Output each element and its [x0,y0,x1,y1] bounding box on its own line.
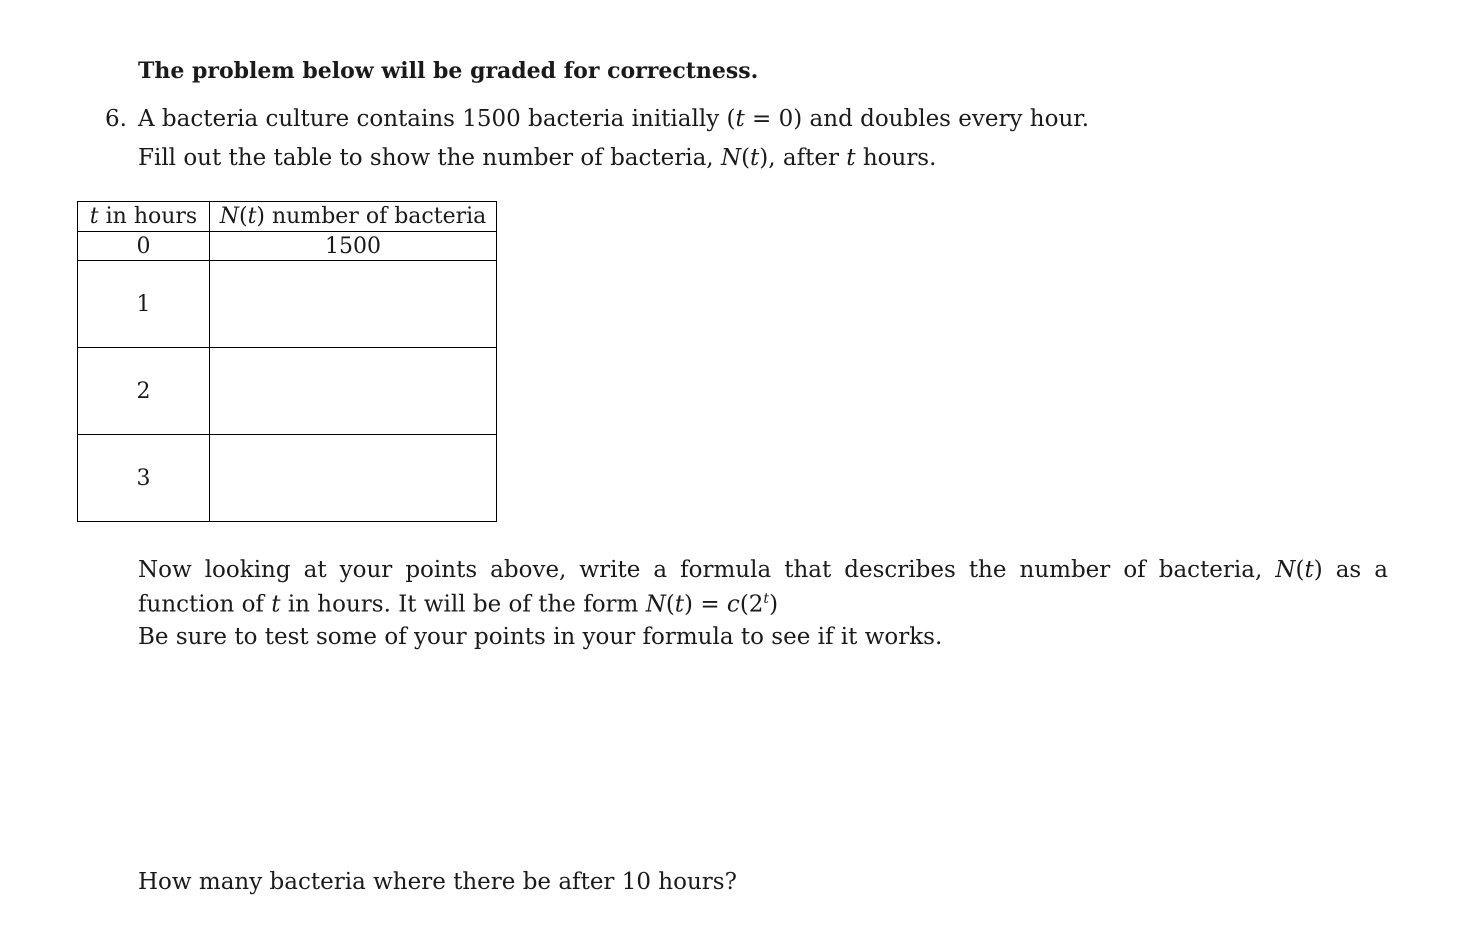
cell-n-answer[interactable] [210,261,497,348]
question-number: 6. [105,106,127,132]
cell-t: 3 [78,435,210,522]
header-n-of-t: N(t) number of bacteria [210,202,497,232]
cell-n: 1500 [210,232,497,261]
table-row [78,348,497,435]
cell-t: 1 [78,261,210,348]
cell-n-answer[interactable] [210,435,497,522]
cell-n-answer[interactable] [210,348,497,435]
graded-heading: The problem below will be graded for correctness. [138,58,759,84]
table-row [78,232,497,261]
final-question: How many bacteria where there be after 10 hours? [138,869,737,895]
table-row [78,435,497,522]
formula-instructions: Now looking at your points above, write a formula that describes the number of bacteria, N(t) as a function of t in hours. It will be of the form $N(t) = c(2^t)$ [138,557,1388,618]
cell-t: 2 [78,348,210,435]
question-line-2: Fill out the table to show the number of bacteria, N(t), after t hours. [138,145,937,171]
table-row [78,261,497,348]
bacteria-table [77,201,497,522]
question-line-1: A bacteria culture contains 1500 bacteria initially (t = 0) and doubles every hour. [138,106,1090,132]
test-instruction: Be sure to test some of your points in your formula to see if it works. [138,624,943,650]
cell-t: 0 [78,232,210,261]
header-t-in-hours: t in hours [78,202,210,232]
